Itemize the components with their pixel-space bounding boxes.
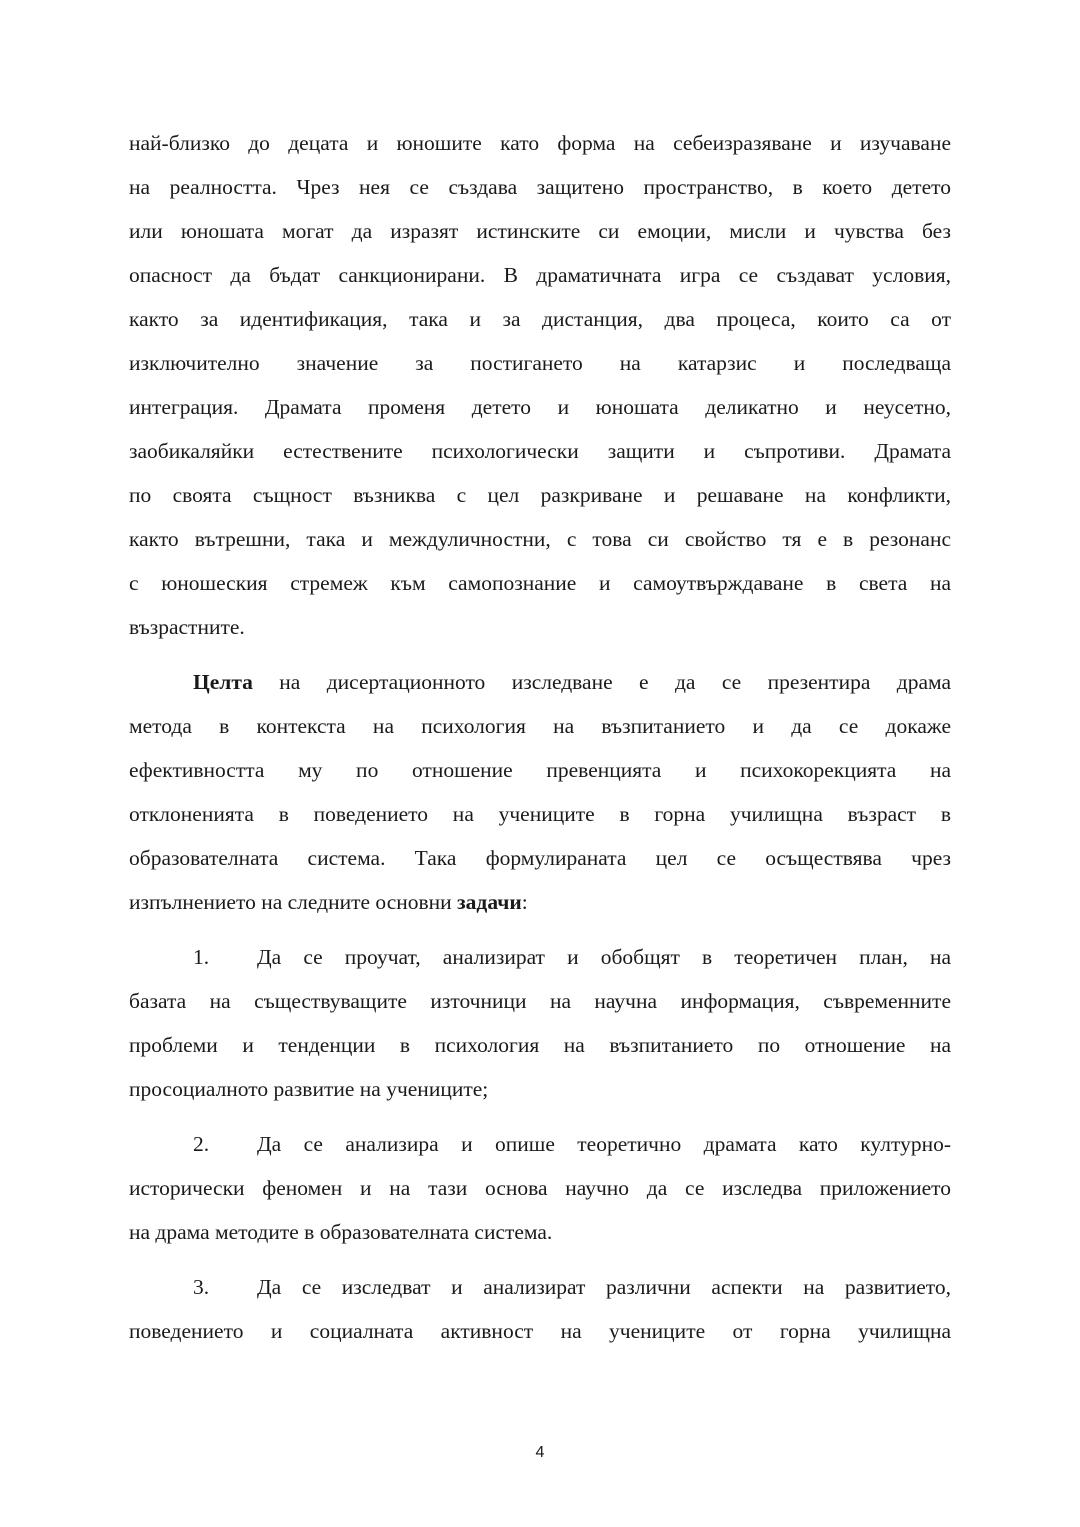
task-item [129, 1265, 951, 1353]
tasks-term: задачи [457, 890, 522, 914]
text-line: по своята същност възниква с цел разкриване и решаване на конфликти, [129, 483, 951, 507]
text-line: на драма методите в образователната система. [129, 1220, 553, 1244]
page-number: 4 [535, 1444, 545, 1461]
text-line: образователната система. Така формулираната цел се осъществява чрез [129, 846, 951, 870]
text-line: поведението и социалната активност на учениците от горна училищна [129, 1319, 951, 1343]
task-item [129, 1122, 951, 1254]
text-fragment: Да се проучат, анализират и обобщят в теоретичен план, на [257, 945, 951, 969]
text-line: най-близко до децата и юношите като форма на себеизразяване и изучаване [129, 131, 951, 155]
text-line: възрастните. [129, 615, 245, 639]
text-line: проблеми и тенденции в психология на възпитанието по отношение на [129, 1033, 951, 1057]
text-line: ефективността му по отношение превенцията и психокорекцията на [129, 758, 951, 782]
goal-term: Целта [193, 670, 253, 694]
paragraph-intro [129, 121, 951, 649]
text-line: с юношеския стремеж към самопознание и самоутвърждаване в света на [129, 571, 951, 595]
task-number: 2. [193, 1132, 210, 1156]
task-item [129, 935, 951, 1111]
text-line: метода в контекста на психология на възпитанието и да се докаже [129, 714, 951, 738]
text-line: заобикаляйки естествените психологически защити и съпротиви. Драмата [129, 439, 951, 463]
task-number: 3. [193, 1275, 210, 1299]
text-line: както вътрешни, така и междуличностни, с това си свойство тя е в резонанс [129, 527, 951, 551]
text-line [129, 935, 951, 979]
text-line [129, 880, 951, 924]
text-line [129, 660, 951, 704]
text-line: изключително значение за постигането на катарзис и последваща [129, 351, 951, 375]
text-line: исторически феномен и на тази основа научно да се изследва приложението [129, 1176, 951, 1200]
text-fragment: : [521, 890, 528, 914]
text-fragment: Да се изследват и анализират различни аспекти на развитието, [257, 1275, 951, 1299]
page-body [129, 121, 951, 1353]
text-line: или юношата могат да изразят истинските си емоции, мисли и чувства без [129, 219, 951, 243]
task-number: 1. [193, 945, 210, 969]
text-line: базата на съществуващите източници на научна информация, съвременните [129, 989, 951, 1013]
text-line: просоциалното развитие на учениците; [129, 1077, 489, 1101]
text-line: интеграция. Драмата променя детето и юношата деликатно и неусетно, [129, 395, 951, 419]
paragraph-goal [129, 660, 951, 924]
text-line: както за идентификация, така и за дистанция, два процеса, които са от [129, 307, 951, 331]
text-line [129, 1122, 951, 1166]
text-fragment: на дисертационното изследване е да се презентира драма [252, 670, 951, 694]
text-line: на реалността. Чрез нея се създава защитено пространство, в което детето [129, 175, 951, 199]
text-line: опасност да бъдат санкционирани. В драматичната игра се създават условия, [129, 263, 951, 287]
text-fragment: изпълнението на следните основни [129, 890, 458, 914]
text-line: отклоненията в поведението на учениците в горна училищна възраст в [129, 802, 951, 826]
text-line [129, 1265, 951, 1309]
text-fragment: Да се анализира и опише теоретично драмата като културно- [257, 1132, 951, 1156]
